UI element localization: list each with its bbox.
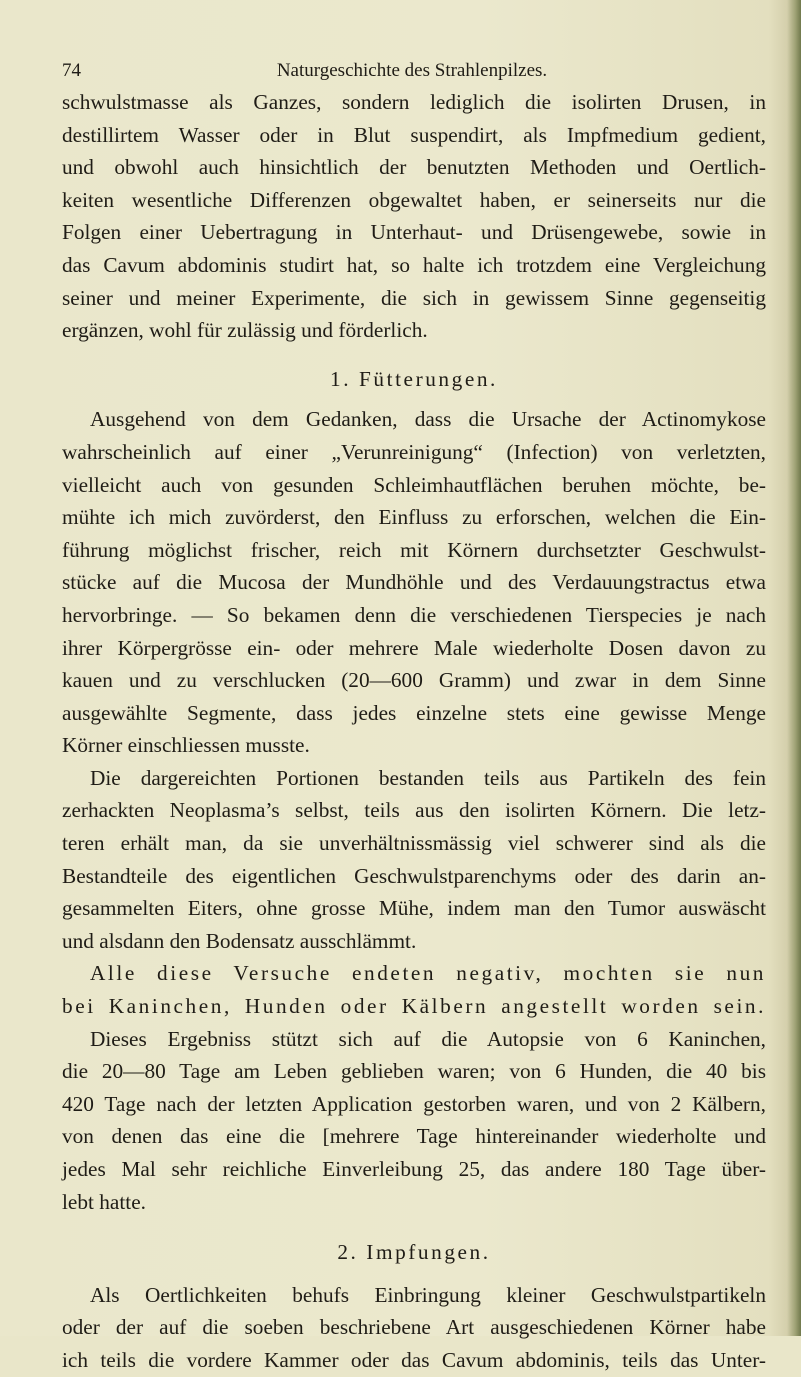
text-line: Alle diese Versuche endeten negativ, mochten sie nun — [90, 961, 766, 986]
page-header — [62, 60, 762, 88]
text-line: Ausgehend von dem Gedanken, dass die Ursache der Actinomykose — [90, 407, 766, 432]
running-title: Naturgeschichte des Strahlenpilzes. — [276, 60, 548, 81]
body-text — [62, 86, 766, 1377]
text-line: lebt hatte. — [62, 1189, 146, 1214]
text-line: bei Kaninchen, Hunden oder Kälbern angestellt worden sein. — [62, 994, 766, 1019]
paragraph-5 — [62, 1023, 766, 1219]
text-line: und alsdann den Bodensatz ausschlämmt. — [62, 928, 417, 953]
text-line: ich teils die vordere Kammer oder das Cavum abdominis, teils das Unter- — [62, 1347, 766, 1372]
text-line: hervorbringe. — So bekamen denn die verschiedenen Tierspecies je nach — [62, 602, 766, 627]
text-line: wahrscheinlich auf einer „Verunreinigung“ (Infection) von verletzten, — [62, 439, 766, 464]
text-line: ausgewählte Segmente, dass jedes einzelne stets eine gewisse Menge — [62, 700, 766, 725]
section-heading-1: 1. Fütterungen. — [330, 366, 498, 391]
spacer — [62, 1218, 766, 1236]
text-line: das Cavum abdominis studirt hat, so halte ich trotzdem eine Vergleichung — [62, 252, 766, 277]
paragraph-1 — [62, 86, 766, 347]
paragraph-4 — [62, 957, 766, 1022]
text-line: stücke auf die Mucosa der Mundhöhle und des Verdauungstractus etwa — [62, 570, 766, 595]
paragraph-6 — [62, 1279, 766, 1377]
spacer — [62, 347, 766, 363]
text-line: ergänzen, wohl für zulässig und förderlich. — [62, 318, 428, 343]
text-line: Als Oertlichkeiten behufs Einbringung kleiner Geschwulstpartikeln — [90, 1282, 766, 1307]
text-line: Bestandteile des eigentlichen Geschwulstparenchyms oder des darin an- — [62, 863, 766, 888]
text-line: und obwohl auch hinsichtlich der benutzten Methoden und Oertlich- — [62, 155, 766, 180]
text-line: ihrer Körpergrösse ein- oder mehrere Male wiederholte Dosen davon zu — [62, 635, 766, 660]
text-line: Die dargereichten Portionen bestanden teils aus Partikeln des fein — [90, 765, 766, 790]
text-line: schwulstmasse als Ganzes, sondern lediglich die isolirten Drusen, in — [62, 90, 766, 114]
text-line: jedes Mal sehr reichliche Einverleibung 25, das andere 180 Tage über- — [62, 1157, 766, 1181]
text-line: Folgen einer Uebertragung in Unterhaut- und Drüsengewebe, sowie in — [62, 220, 766, 245]
text-line: vielleicht auch von gesunden Schleimhautflächen beruhen möchte, be- — [62, 472, 766, 497]
text-line: oder der auf die soeben beschriebene Art ausgeschiedenen Körner habe — [62, 1315, 766, 1340]
paragraph-3 — [62, 762, 766, 958]
text-line: 420 Tage nach der letzten Application gestorben waren, und von 2 Kälbern, — [62, 1091, 766, 1116]
text-line: kauen und zu verschlucken (20—600 Gramm) und zwar in dem Sinne — [62, 668, 766, 693]
section-heading-2: 2. Impfungen. — [337, 1240, 491, 1265]
text-line: Dieses Ergebniss stützt sich auf die Autopsie von 6 Kaninchen, — [90, 1026, 766, 1051]
text-line: teren erhält man, da sie unverhältnissmässig viel schwerer sind als die — [62, 831, 766, 856]
text-line: führung möglichst frischer, reich mit Körnern durchsetzter Geschwulst- — [62, 537, 766, 562]
text-line: gesammelten Eiters, ohne grosse Mühe, indem man den Tumor auswäscht — [62, 896, 766, 921]
page-edge — [787, 0, 801, 1336]
text-line: mühte ich mich zuvörderst, den Einfluss zu erforschen, welchen die Ein- — [62, 505, 766, 530]
text-line: destillirtem Wasser oder in Blut suspendirt, als Impfmedium gedient, — [62, 122, 766, 147]
text-line: zerhackten Neoplasma’s selbst, teils aus den isolirten Körnern. Die letz- — [62, 798, 766, 823]
text-line: die 20—80 Tage am Leben geblieben waren; von 6 Hunden, die 40 bis — [62, 1059, 766, 1084]
text-line: von denen das eine die [mehrere Tage hintereinander wiederholte und — [62, 1124, 766, 1149]
spacer — [62, 1269, 766, 1279]
text-line: Körner einschliessen musste. — [62, 733, 310, 758]
spacer — [62, 395, 766, 403]
text-line: keiten wesentliche Differenzen obgewaltet haben, er seinerseits nur die — [62, 187, 766, 212]
page-number: 74 — [62, 60, 81, 81]
text-line: seiner und meiner Experimente, die sich in gewissem Sinne gegenseitig — [62, 285, 766, 310]
paragraph-2 — [62, 403, 766, 762]
